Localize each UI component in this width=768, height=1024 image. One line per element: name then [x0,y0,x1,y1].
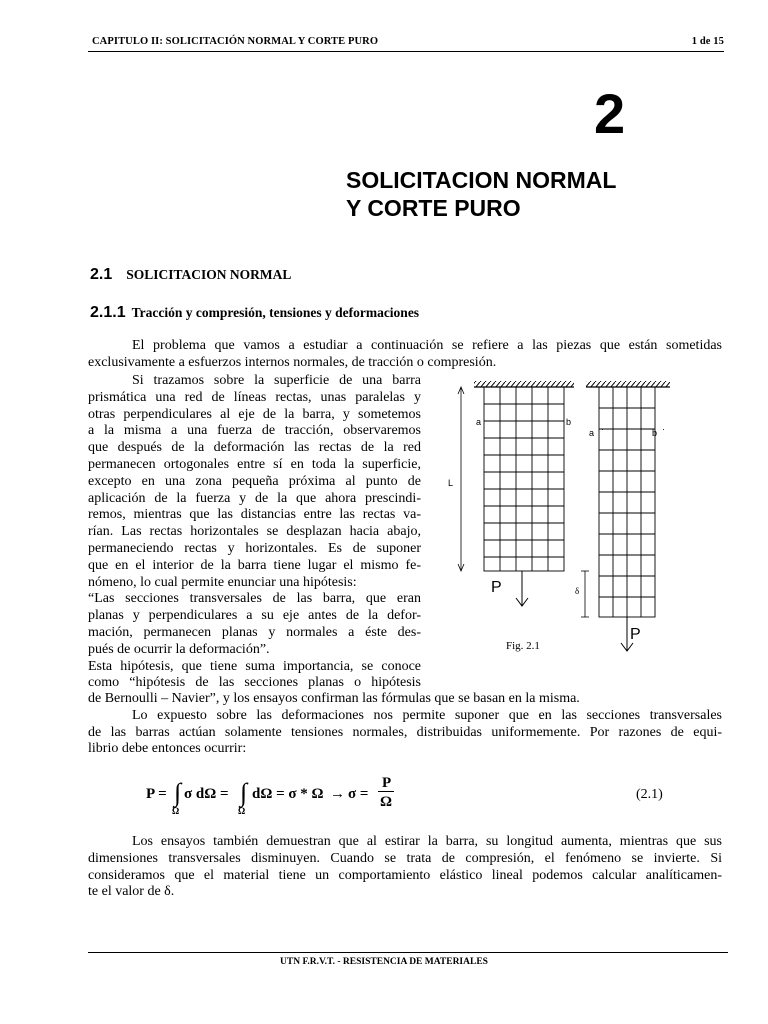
label-b-prime: b [652,428,658,438]
integral-sign-1: ∫ [174,778,182,807]
text-line: que en el interior de la barra tiene lugar el mismo fe- [88,557,421,573]
eq-limit-2: Ω [238,806,246,816]
chapter-title [346,166,616,222]
eq-fraction-den: Ω [380,794,393,810]
chapter-title-line1: SOLICITACION NORMAL [346,167,617,193]
label-delta: δ [575,586,580,596]
text-line: remos, mientras que las distancias entre las rectas va- [88,507,421,523]
text-line: excepto en una zona pequeña próxima al punto de [88,473,421,489]
label-a: a [476,417,482,427]
paragraph-hypothesis [88,373,421,692]
label-b: b [566,417,572,427]
svg-text:·: · [601,424,604,434]
dimension-L [458,387,464,571]
text-line: de Bernoulli – Navier”, y los ensayos confirman las fórmulas que se basan en la misma. [88,691,580,706]
text-line: rían. Las rectas horizontales se desplazan hacia abajo, [88,524,421,540]
text-line: “Las secciones transversales de las barra, que eran [88,591,421,607]
text-line: exclusivamente a esfuerzos internos normales, de tracción o compresión. [88,354,497,370]
section-heading-2-1 [90,266,291,284]
undeformed-bar [484,387,564,571]
text-line: Esta hipótesis, que tiene suma importancia, se conoce [88,658,421,674]
label-L: L [448,478,454,488]
text-line: Lo expuesto sobre las deformaciones nos permite suponer que en las secciones transversales [132,707,722,723]
text-line: a la misma a una fuerza de tracción, observaremos [88,423,421,439]
equation-number: (2.1) [636,787,663,802]
fixed-support-left [474,381,574,387]
text-line: Los ensayos también demuestran que al estirar la barra, su longitud aumenta, mientras que sus [132,834,722,849]
load-arrow-left [516,571,528,606]
text-line: librio debe entonces ocurrir: [88,741,247,757]
paragraph-bernoulli [88,691,722,758]
text-line: que después de la deformación las rectas de la red [88,440,421,456]
eq-arrow: → [330,786,345,802]
load-label-right: P [630,626,641,643]
load-label-left: P [491,579,502,596]
equation-2-1 [146,772,426,818]
text-line: planas y perpendiculares a su eje antes de la defor- [88,608,421,624]
paragraph-intro [88,338,722,372]
text-line: como “hipótesis de las secciones planas o hipótesis [88,675,421,691]
text-line: permanecen ortogonales entre sí en toda la superficie, [88,456,421,472]
text-line: El problema que vamos a estudiar a continuación se refiere a las piezas que están sometidas [132,338,722,353]
chapter-number: 2 [594,82,626,145]
section-title: SOLICITACION NORMAL [126,267,292,282]
text-line: pués de ocurrir la deformación”. [88,641,270,657]
section-number: 2.1 [90,266,113,283]
text-line: te el valor de δ. [88,884,175,900]
header-chapter: CAPITULO II: SOLICITACIÓN NORMAL Y CORTE PURO [92,36,379,47]
dimension-delta [581,571,589,617]
eq-integrand-1: σ dΩ = [184,786,229,802]
eq-lhs: P = [146,786,167,802]
text-line: prismática una red de líneas rectas, unas paralelas y [88,389,421,405]
text-line: permaneciendo rectas y horizontales. Es de suponer [88,540,421,556]
section-title: Tracción y compresión, tensiones y deformaciones [131,305,420,320]
paragraph-tests [88,834,722,901]
svg-text:·: · [662,424,665,434]
text-line: otras perpendiculares al eje de la barra, y sometemos [88,406,421,422]
header-page-number: 1 de 15 [691,36,724,47]
running-header [92,36,724,50]
text-line: Si trazamos sobre la superficie de una barra [132,373,421,388]
fixed-support-right [586,381,670,387]
text-line: consideramos que el material tiene un comportamiento elástico lineal podemos calcular analíticamen- [88,867,722,883]
eq-fraction-num: P [382,775,392,791]
header-rule [88,51,724,52]
running-footer: UTN F.R.V.T. - RESISTENCIA DE MATERIALES [280,957,488,967]
footer-rule [88,952,728,953]
text-line: de las barras actúan solamente tensiones normales, distribuidas uniformemente. Por razones de equi- [88,724,722,740]
text-line: mación, permanecen planas y normales a éste des- [88,624,421,640]
figure-bar-grid [440,376,680,656]
figure-caption: Fig. 2.1 [506,640,540,652]
eq-limit-1: Ω [172,806,180,816]
chapter-title-line2: Y CORTE PURO [346,195,521,221]
text-line: dimensiones transversales disminuyen. Cuando se trata de compresión, el fenómeno se invierte. Si [88,850,722,866]
integral-sign-2: ∫ [240,778,248,807]
deformed-bar [599,387,658,617]
section-number: 2.1.1 [90,304,126,321]
eq-fraction-bar [378,791,394,792]
text-line: nómeno, lo cual permite enunciar una hipótesis: [88,574,357,590]
eq-result: σ = [348,786,369,802]
eq-integrand-2: dΩ = σ * Ω [252,786,324,802]
section-heading-2-1-1 [90,304,419,322]
label-a-prime: a [589,428,595,438]
text-line: aplicación de la fuerza y de la que ahora prescindi- [88,490,421,506]
